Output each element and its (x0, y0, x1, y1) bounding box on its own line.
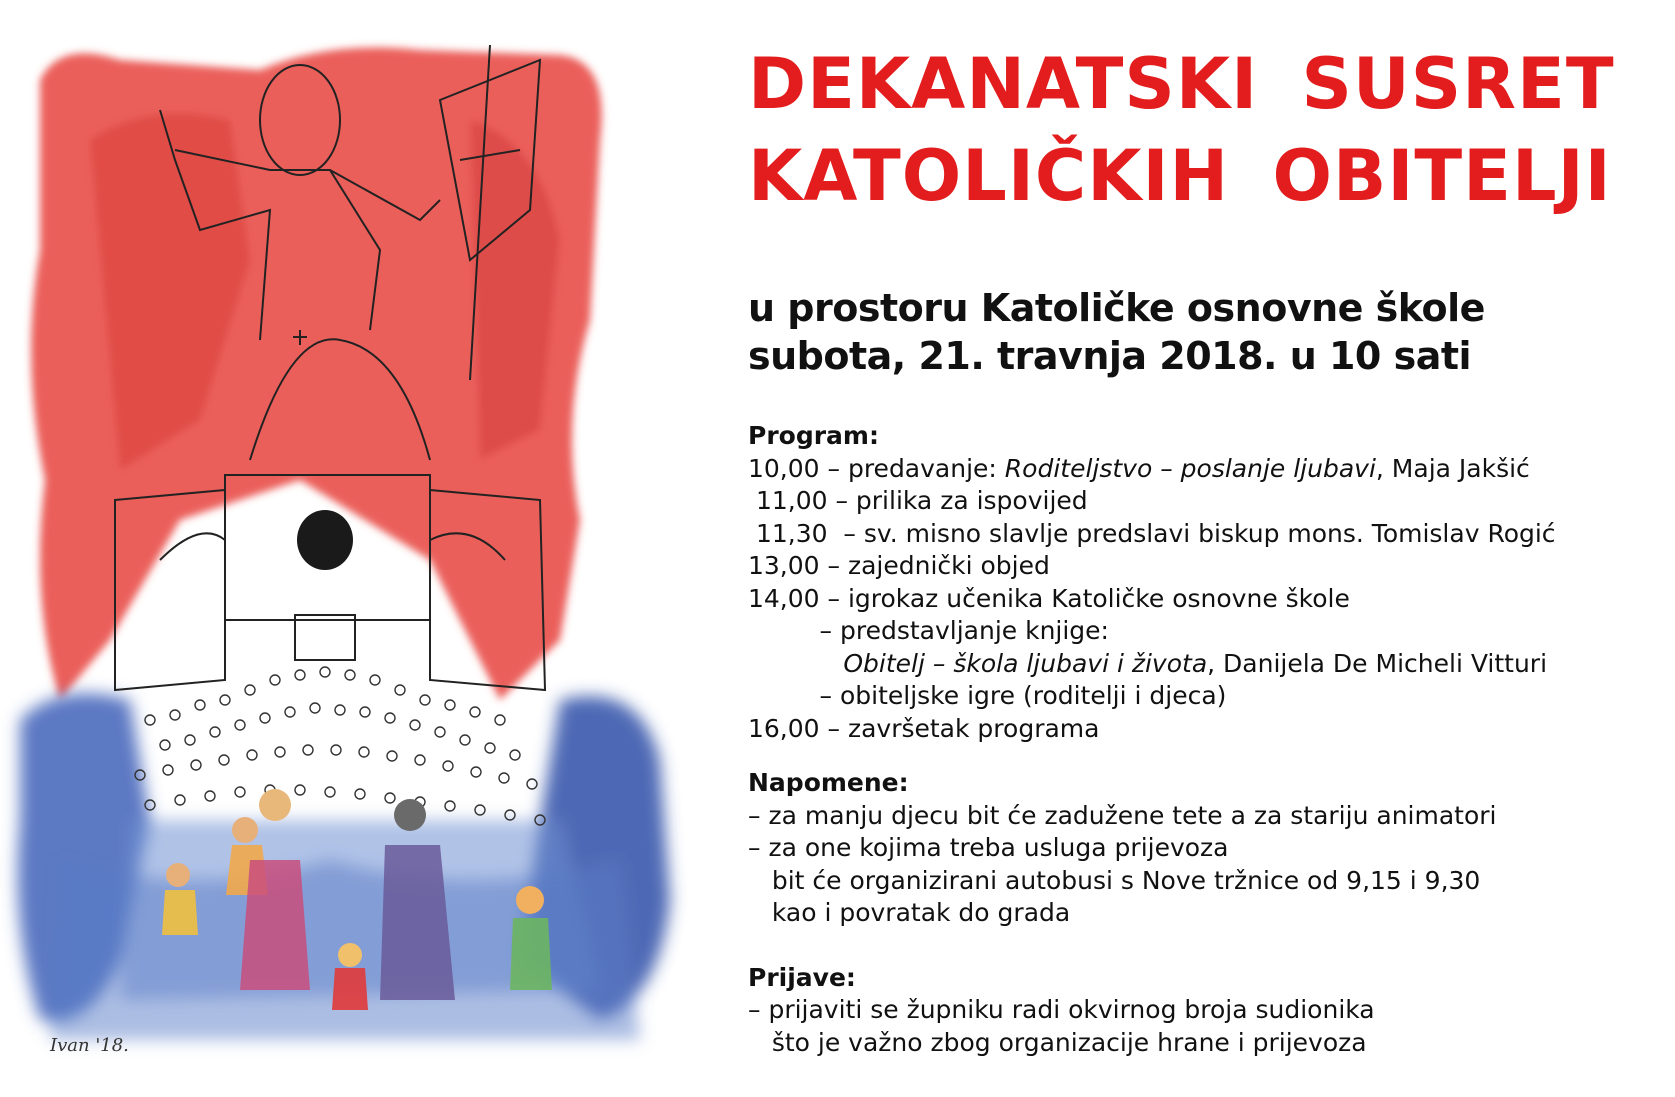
red-watercolor (31, 48, 602, 701)
registration-heading: Prijave: (748, 962, 856, 992)
note-line: kao i povratak do grada (748, 898, 1071, 927)
event-title (748, 38, 1648, 222)
notes-section (748, 767, 1648, 930)
program-item: 11,30 – sv. misno slavlje predslavi biskup mons. Tomislav Rogić (748, 518, 1556, 548)
rose-window (297, 510, 353, 570)
program-item: 13,00 – zajednički objed (748, 551, 1050, 580)
registration-section (748, 962, 1648, 1060)
program-item: 16,00 – završetak programa (748, 713, 1100, 743)
notes-heading: Napomene: (748, 768, 909, 797)
program-item: Obitelj – škola ljubavi i života, Danijela De Micheli Vitturi (843, 648, 1548, 678)
program-section (748, 420, 1648, 745)
artist-signature: Ivan '18. (50, 1035, 129, 1056)
title-line-2: KATOLIČKIH OBITELJI (748, 135, 1612, 217)
program-item: – predstavljanje knjige: (748, 616, 1109, 645)
program-item: – obiteljske igre (roditelji i djeca) (748, 681, 1227, 710)
program-item: 11,00 – prilika za ispovijed (748, 486, 1088, 515)
note-line: bit će organizirani autobusi s Nove tržnice od 9,15 i 9,30 (748, 865, 1481, 895)
note-line: – za manju djecu bit će zadužene tete a za stariju animatori (748, 800, 1497, 830)
event-info (748, 38, 1648, 1059)
title-line-1: DEKANATSKI SUSRET (748, 43, 1615, 125)
program-heading: Program: (748, 421, 879, 450)
note-line: – za one kojima treba usluga prijevoza (748, 833, 1229, 862)
program-item: 10,00 – predavanje: Roditeljstvo – poslanje ljubavi, Maja Jakšić (748, 453, 1530, 483)
registration-line: – prijaviti se župniku radi okvirnog broja sudionika (748, 995, 1375, 1024)
crowd-sketch (135, 667, 545, 825)
location-line: u prostoru Katoličke osnovne škole (748, 286, 1485, 330)
event-location-date (748, 284, 1648, 380)
date-line: subota, 21. travnja 2018. u 10 sati (748, 334, 1472, 378)
program-item: 14,00 – igrokaz učenika Katoličke osnovne škole (748, 583, 1350, 613)
poster-illustration (0, 0, 706, 1097)
registration-line: što je važno zbog organizacije hrane i prijevoza (748, 1027, 1367, 1057)
